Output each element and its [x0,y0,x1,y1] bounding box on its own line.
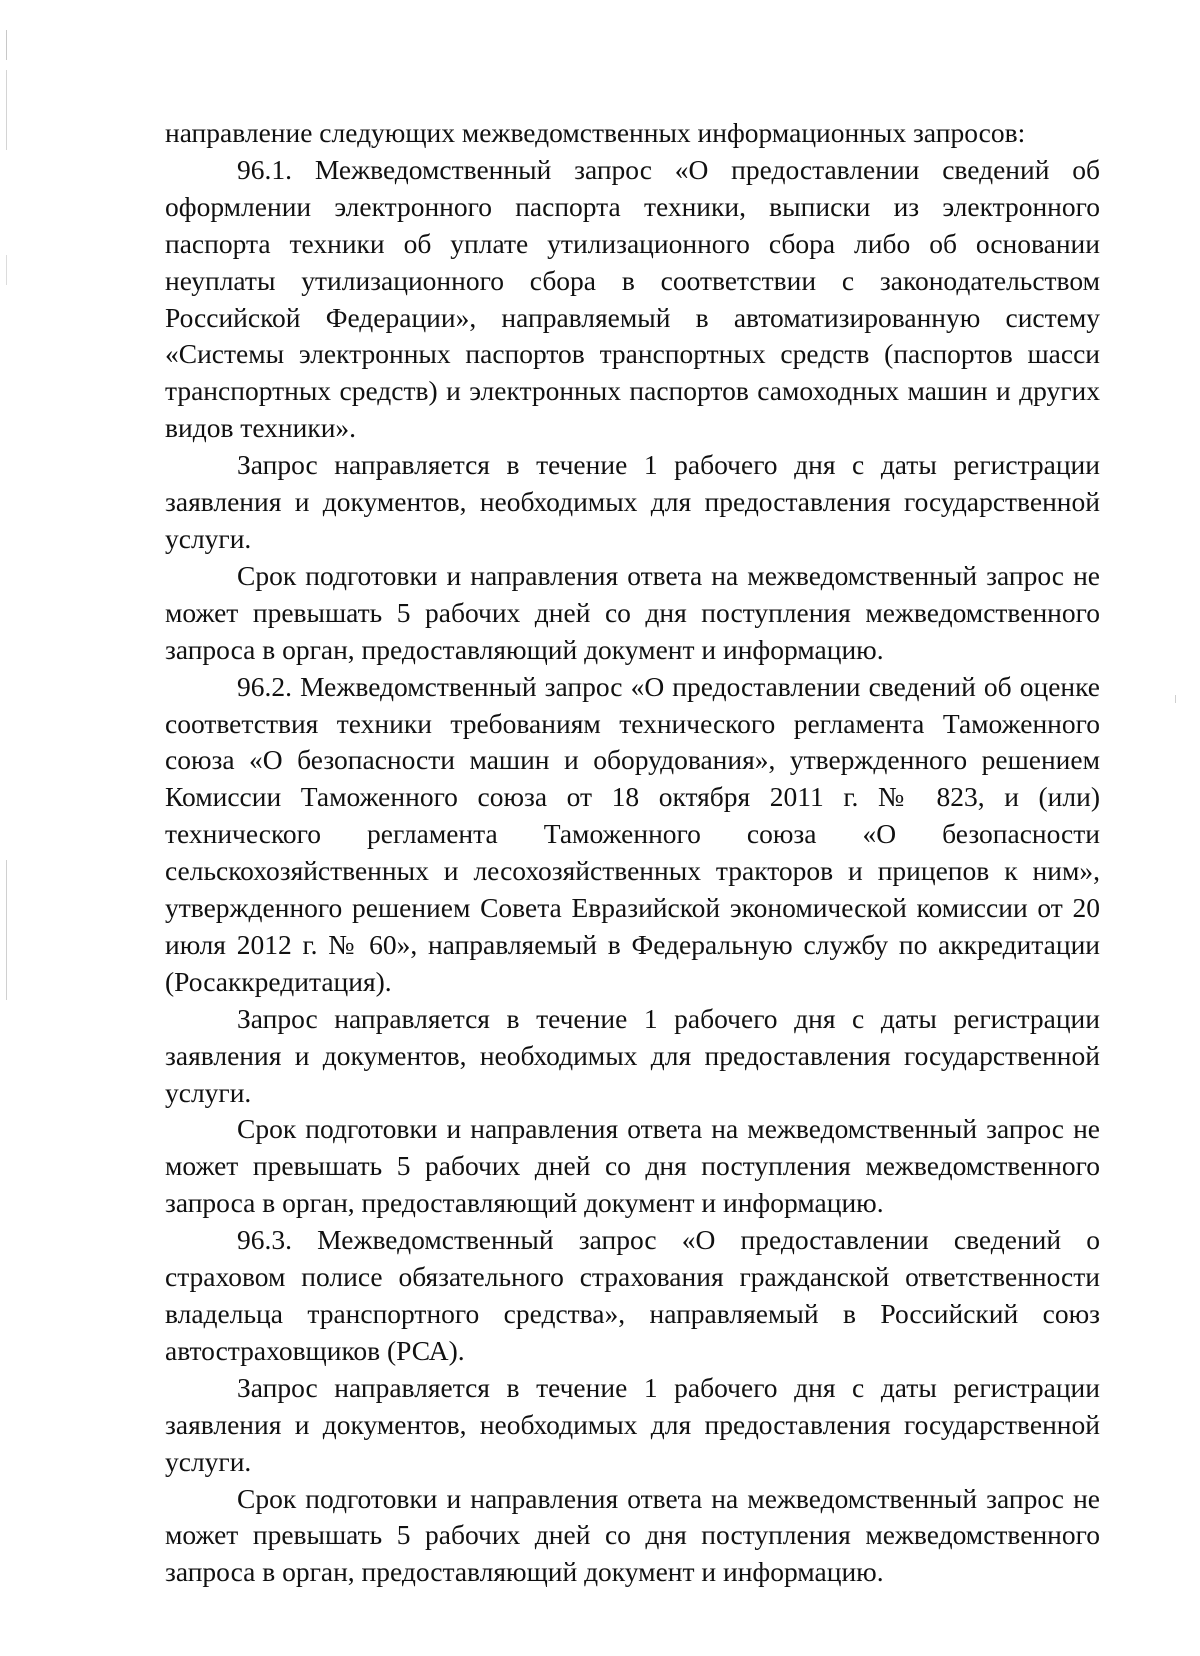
paragraph-response-deadline: Срок подготовки и направления ответа на межведомственный запрос не может превышать 5 рабочих дней со дня поступления межведомственного запроса в орган, предоставляющий документ и информацию. [165,559,1100,665]
scan-edge-mark [6,70,7,150]
scan-edge-mark [1175,695,1176,703]
scan-edge-mark [6,30,7,60]
document-body [165,115,1100,1591]
paragraph-continuation: направление следующих межведомственных информационных запросов: [165,117,1026,148]
paragraph-96-3-request: 96.3. Межведомственный запрос «О предоставлении сведений о страховом полисе обязательного страхования гражданской ответственности владельца транспортного средства», направляемый в Российский союз автостраховщиков (РСА). [165,1224,1100,1366]
paragraph-response-deadline: Срок подготовки и направления ответа на межведомственный запрос не может превышать 5 рабочих дней со дня поступления межведомственного запроса в орган, предоставляющий документ и информацию. [165,1482,1100,1588]
paragraph-request-deadline: Запрос направляется в течение 1 рабочего дня с даты регистрации заявления и документов, необходимых для предоставления государственной услуги. [165,1371,1100,1477]
paragraph-96-1-request: 96.1. Межведомственный запрос «О предоставлении сведений об оформлении электронного паспорта техники, выписки из электронного паспорта техники об уплате утилизационного сбора либо об основании неуплаты утилизационного сбора в соответствии с законодательством Российской Федерации», направляемый в автоматизированную систему «Системы электронных паспортов транспортных средств (паспортов шасси транспортных средств) и электронных паспортов самоходных машин и других видов техники». [165,153,1100,444]
scan-edge-mark [6,255,7,285]
paragraph-request-deadline: Запрос направляется в течение 1 рабочего дня с даты регистрации заявления и документов, необходимых для предоставления государственной услуги. [165,449,1100,554]
scan-edge-mark [6,860,7,1000]
paragraph-96-2-request: 96.2. Межведомственный запрос «О предоставлении сведений об оценке соответствия техники требованиям технического регламента Таможенного союза «О безопасности машин и оборудования», утвержденного решением Комиссии Таможенного союза от 18 октября 2011 г. № 823, и (или) технического регламента Таможенного союза «О безопасности сельскохозяйственных и лесохозяйственных тракторов и прицепов к ним», утвержденного решением Совета Евразийской экономической комиссии от 20 июля 2012 г. № 60», направляемый в Федеральную службу по аккредитации (Росаккредитация). [165,670,1100,997]
paragraph-request-deadline: Запрос направляется в течение 1 рабочего дня с даты регистрации заявления и документов, необходимых для предоставления государственной услуги. [165,1002,1100,1108]
paragraph-response-deadline: Срок подготовки и направления ответа на межведомственный запрос не может превышать 5 рабочих дней со дня поступления межведомственного запроса в орган, предоставляющий документ и информацию. [165,1113,1100,1219]
